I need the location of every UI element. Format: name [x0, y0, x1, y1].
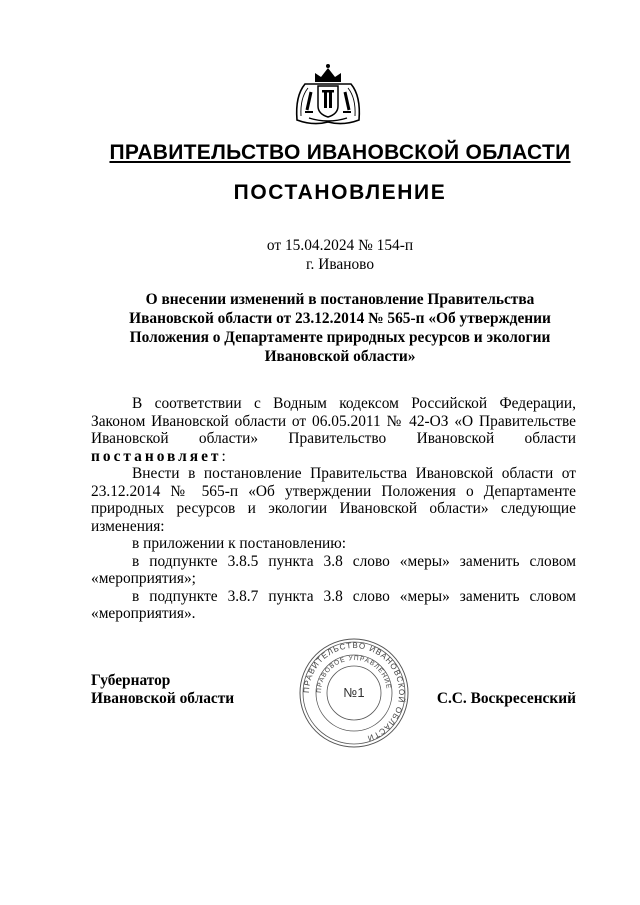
- stamp-inner-text: ПРАВОВОЕ УПРАВЛЕНИЕ: [315, 654, 392, 694]
- signer-title-line: Губернатор: [91, 672, 171, 689]
- date-block: [60, 236, 620, 274]
- date-number: от 15.04.2024 № 154-п: [266, 237, 414, 254]
- coat-of-arms-icon: [291, 62, 365, 128]
- stamp-outer-text: ПРАВИТЕЛЬСТВО ИВАНОВСКОЙ ОБЛАСТИ: [301, 640, 407, 744]
- city: г. Иваново: [305, 256, 375, 273]
- subject-line: О внесении изменений в постановление Правительства: [145, 291, 535, 308]
- signer-position: [91, 672, 234, 708]
- subject-line: Ивановской области»: [264, 348, 416, 365]
- signer-name: С.С. Воскресенский: [436, 690, 576, 707]
- decree-colon: :: [221, 447, 226, 465]
- appendix-paragraph: в приложении к постановлению:: [132, 535, 347, 552]
- signer-title-line: Ивановской области: [91, 690, 235, 707]
- amendment-paragraph: Внести в постановление Правительства Ивановской области от 23.12.2014 № 565-п «Об утверждении Положения о Департаменте природных ресурсов и экологии Ивановской области» следующие изменения:: [91, 465, 576, 535]
- preamble-paragraph: В соответствии с Водным кодексом Российской Федерации, Законом Ивановской области от 06.05.2011 № 42-ОЗ «О Правительстве Ивановской области» Правительство Ивановской области: [91, 395, 576, 447]
- decree-word-text: постановляет: [91, 447, 222, 465]
- decree-word: [91, 448, 576, 466]
- change-item: в подпункте 3.8.5 пункта 3.8 слово «меры» заменить словом «мероприятия»;: [91, 552, 576, 587]
- document-subject: [80, 290, 600, 366]
- subject-line: Положения о Департаменте природных ресурсов и экологии: [129, 329, 551, 346]
- government-title: ПРАВИТЕЛЬСТВО ИВАНОВСКОЙ ОБЛАСТИ: [109, 141, 571, 164]
- subject-line: Ивановской области от 23.12.2014 № 565-п «Об утверждении: [129, 310, 551, 327]
- document-body: [91, 395, 576, 623]
- document-type: ПОСТАНОВЛЕНИЕ: [233, 181, 447, 204]
- change-item: в подпункте 3.8.7 пункта 3.8 слово «меры» заменить словом «мероприятия».: [91, 587, 576, 622]
- official-stamp: [298, 637, 410, 749]
- stamp-number: №1: [343, 685, 365, 700]
